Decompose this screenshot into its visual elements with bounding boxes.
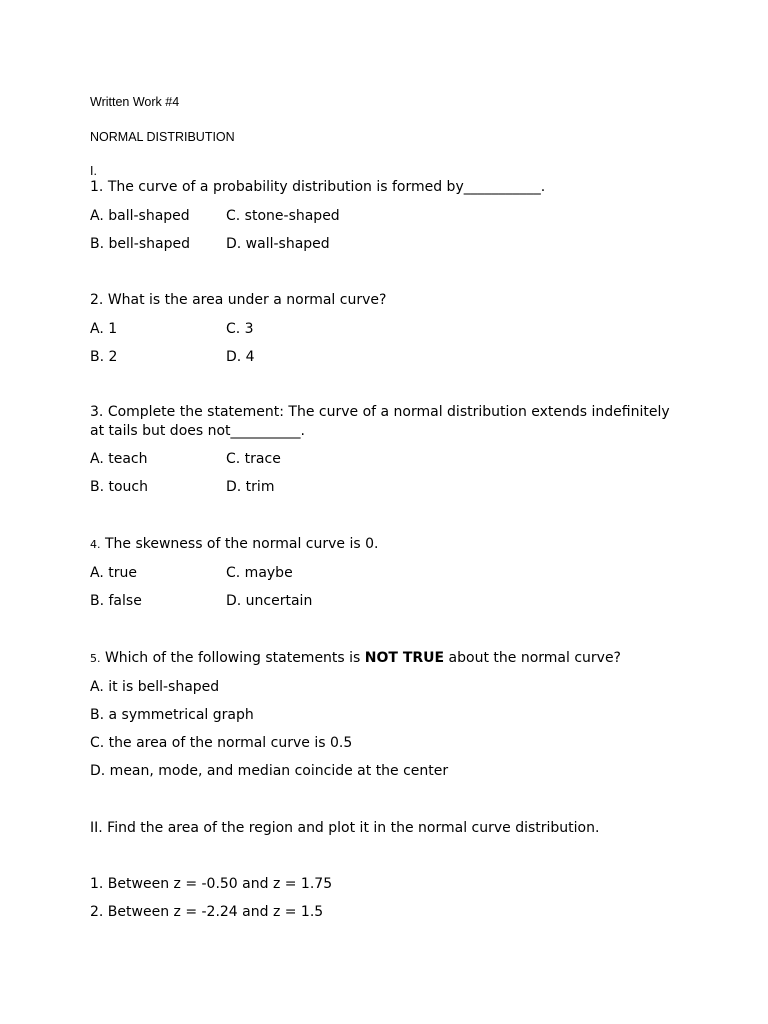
question-3 bbox=[90, 403, 670, 422]
question-text-line-2: at tails but does not__________. bbox=[90, 423, 305, 439]
choice-a: A. true bbox=[90, 565, 137, 581]
question-text: The skewness of the normal curve is 0. bbox=[104, 536, 379, 552]
choice-d: D. uncertain bbox=[226, 593, 313, 609]
section-title: NORMAL DISTRIBUTION bbox=[90, 130, 235, 144]
question-text-after: about the normal curve? bbox=[444, 650, 621, 666]
choice-d: D. mean, mode, and median coincide at the center bbox=[90, 763, 449, 779]
part-two-item-1: 1. Between z = -0.50 and z = 1.75 bbox=[90, 876, 333, 892]
worksheet-title: Written Work #4 bbox=[90, 95, 180, 109]
choice-c: C. stone-shaped bbox=[226, 208, 340, 224]
part-two-heading: II. Find the area of the region and plot it in the normal curve distribution. bbox=[90, 820, 600, 836]
question-number: 3. bbox=[90, 404, 104, 420]
choice-b: B. touch bbox=[90, 479, 149, 495]
choice-c: C. trace bbox=[226, 451, 281, 467]
choice-a: A. ball-shaped bbox=[90, 208, 190, 224]
part-two-item-2: 2. Between z = -2.24 and z = 1.5 bbox=[90, 904, 324, 920]
choice-d: D. 4 bbox=[226, 349, 255, 365]
question-1 bbox=[90, 178, 545, 197]
choice-b: B. 2 bbox=[90, 349, 118, 365]
choice-a: A. teach bbox=[90, 451, 148, 467]
choice-c: C. maybe bbox=[226, 565, 293, 581]
question-number: 4. bbox=[90, 538, 101, 551]
choice-c: C. the area of the normal curve is 0.5 bbox=[90, 735, 353, 751]
question-text-emphasis: NOT TRUE bbox=[364, 650, 445, 666]
question-text: The curve of a probability distribution is formed by___________. bbox=[107, 179, 546, 195]
choice-b: B. bell-shaped bbox=[90, 236, 190, 252]
question-number: 2. bbox=[90, 292, 104, 308]
choice-d: D. wall-shaped bbox=[226, 236, 330, 252]
question-number: 1. bbox=[90, 179, 104, 195]
question-text-line-1: Complete the statement: The curve of a normal distribution extends indefinitely bbox=[107, 404, 670, 420]
question-4 bbox=[90, 535, 378, 554]
question-text-before: Which of the following statements is bbox=[104, 650, 365, 666]
question-5 bbox=[90, 649, 621, 668]
choice-b: B. false bbox=[90, 593, 142, 609]
choice-a: A. 1 bbox=[90, 321, 118, 337]
choice-d: D. trim bbox=[226, 479, 275, 495]
choice-b: B. a symmetrical graph bbox=[90, 707, 254, 723]
choice-c: C. 3 bbox=[226, 321, 254, 337]
question-number: 5. bbox=[90, 652, 101, 665]
choice-a: A. it is bell-shaped bbox=[90, 679, 220, 695]
part-one-label: I. bbox=[90, 164, 97, 178]
question-text: What is the area under a normal curve? bbox=[107, 292, 387, 308]
question-2 bbox=[90, 291, 386, 310]
